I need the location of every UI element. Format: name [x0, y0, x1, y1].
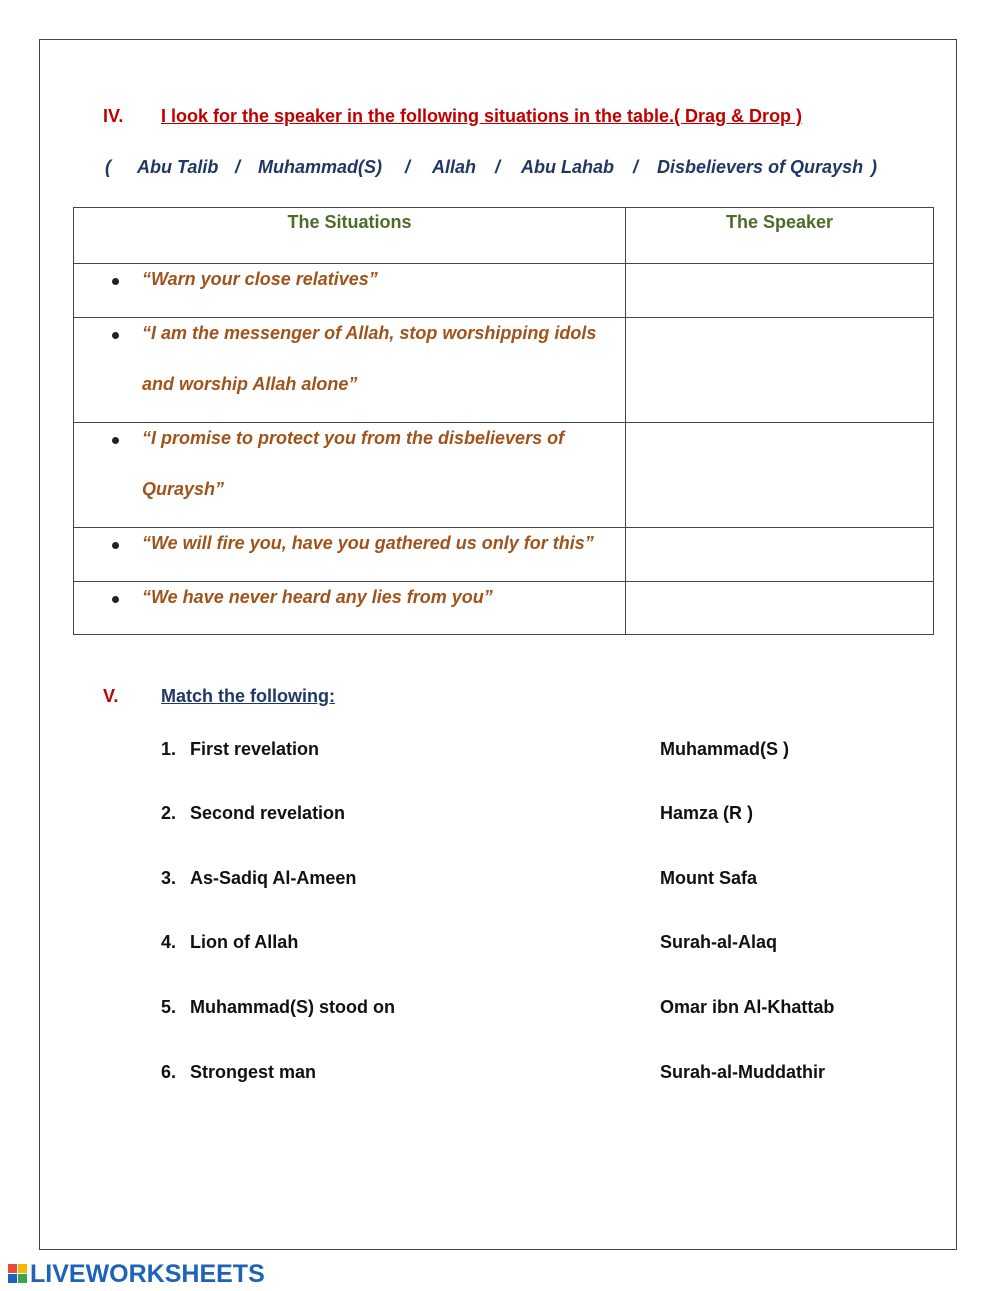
match-right-item[interactable]: Surah-al-Muddathir: [660, 1062, 825, 1082]
match-left-item[interactable]: First revelation: [190, 739, 320, 759]
table-row: [74, 582, 934, 635]
situation-text: “I promise to protect you from the disbelievers of Quraysh”: [142, 428, 565, 499]
table-row: [74, 423, 934, 528]
table-row: [74, 528, 934, 582]
situation-text: “Warn your close relatives”: [142, 269, 378, 289]
speaker-drop-zone[interactable]: [626, 264, 934, 318]
match-right-item[interactable]: Muhammad(S ): [660, 739, 790, 759]
logo-text: LIVEWORKSHEETS: [30, 1259, 265, 1288]
speaker-drop-zone[interactable]: [626, 528, 934, 582]
bullet-icon: [112, 542, 119, 549]
match-right-item[interactable]: Hamza (R ): [660, 803, 754, 823]
section-4-number: IV.: [103, 106, 124, 126]
match-number: 5.: [161, 997, 177, 1017]
header-speaker: The Speaker: [626, 208, 934, 264]
word-bank-separator: /: [235, 157, 241, 177]
situation-cell: [74, 582, 626, 635]
table-row: [74, 318, 934, 423]
section-5-title: Match the following:: [161, 686, 335, 706]
bullet-icon: [112, 596, 119, 603]
situations-table: [73, 207, 934, 635]
situation-cell: [74, 528, 626, 582]
word-bank-item[interactable]: Muhammad(S): [258, 157, 383, 177]
bullet-icon: [112, 332, 119, 339]
match-number: 2.: [161, 803, 177, 823]
word-bank-open-paren: (: [105, 157, 111, 177]
match-left-item[interactable]: Strongest man: [190, 1062, 317, 1082]
match-left-item[interactable]: Muhammad(S) stood on: [190, 997, 395, 1017]
match-right-item[interactable]: Omar ibn Al-Khattab: [660, 997, 835, 1017]
speaker-drop-zone[interactable]: [626, 582, 934, 635]
match-number: 1.: [161, 739, 177, 759]
word-bank-item[interactable]: Abu Talib: [137, 157, 219, 177]
match-left-item[interactable]: Second revelation: [190, 803, 346, 823]
match-number: 3.: [161, 868, 177, 888]
word-bank-separator: /: [405, 157, 411, 177]
liveworksheets-logo-icon: [8, 1264, 28, 1284]
word-bank-item[interactable]: Disbelievers of Quraysh: [657, 157, 864, 177]
situation-text: “We have never heard any lies from you”: [142, 587, 493, 607]
section-4-title: I look for the speaker in the following situations in the table.( Drag & Drop ): [161, 106, 803, 126]
match-number: 6.: [161, 1062, 177, 1082]
section-5-number: V.: [103, 686, 119, 706]
word-bank-close-paren: ): [871, 157, 877, 177]
liveworksheets-logo[interactable]: [8, 1261, 265, 1287]
match-right-item[interactable]: Surah-al-Alaq: [660, 932, 778, 952]
word-bank-item[interactable]: Abu Lahab: [521, 157, 614, 177]
bullet-icon: [112, 437, 119, 444]
header-situations: The Situations: [74, 208, 626, 264]
match-left-item[interactable]: As-Sadiq Al-Ameen: [190, 868, 357, 888]
situation-cell: [74, 423, 626, 528]
word-bank-separator: /: [495, 157, 501, 177]
speaker-drop-zone[interactable]: [626, 423, 934, 528]
situation-text: “I am the messenger of Allah, stop worshipping idols and worship Allah alone”: [142, 323, 597, 394]
match-right-item[interactable]: Mount Safa: [660, 868, 757, 888]
situation-text: “We will fire you, have you gathered us only for this”: [142, 533, 594, 553]
bullet-icon: [112, 278, 119, 285]
table-header-row: [74, 208, 934, 264]
speaker-drop-zone[interactable]: [626, 318, 934, 423]
match-left-item[interactable]: Lion of Allah: [190, 932, 299, 952]
situation-cell: [74, 318, 626, 423]
match-number: 4.: [161, 932, 177, 952]
word-bank-separator: /: [633, 157, 639, 177]
word-bank-item[interactable]: Allah: [432, 157, 477, 177]
